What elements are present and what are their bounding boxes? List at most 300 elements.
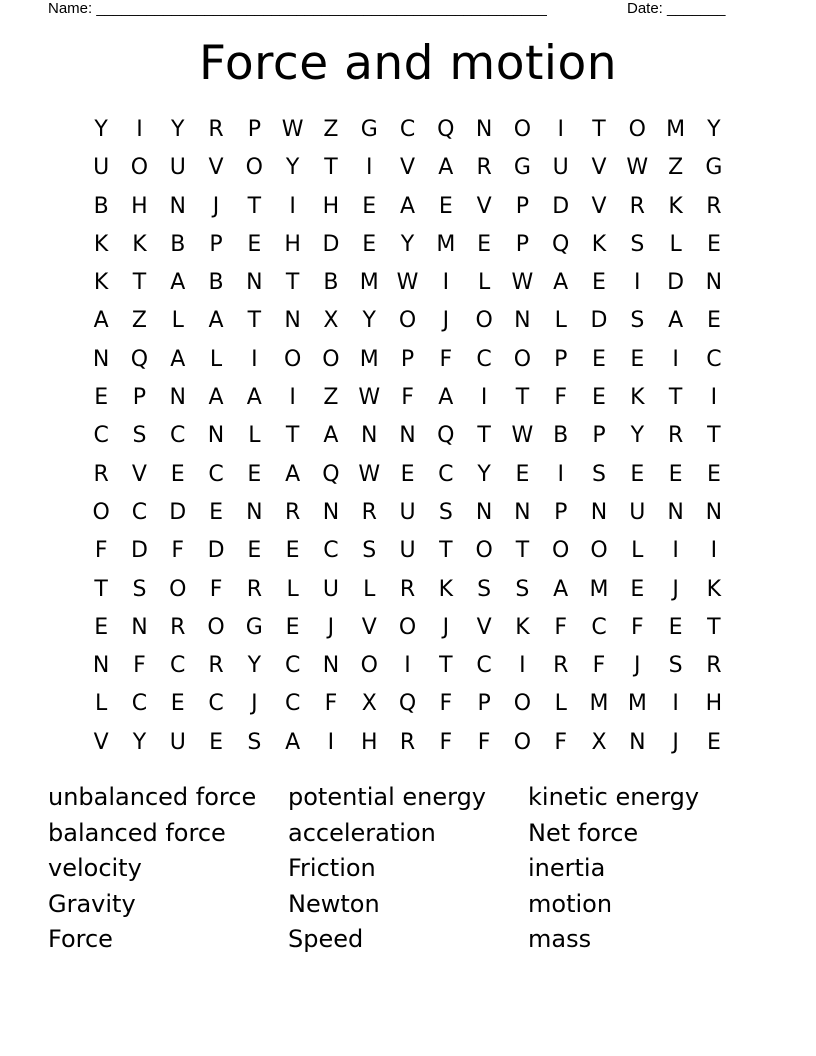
grid-letter: V	[399, 155, 416, 181]
grid-row	[82, 494, 734, 532]
grid-letter: O	[628, 117, 646, 142]
grid-letter: R	[246, 576, 262, 602]
grid-letter: J	[672, 576, 679, 602]
grid-letter: O	[513, 729, 532, 755]
grid-row	[82, 264, 734, 302]
grid-row	[82, 571, 734, 609]
grid-letter: I	[365, 155, 373, 181]
grid-letter: S	[668, 653, 683, 679]
grid-letter: R	[553, 653, 569, 679]
grid-letter: E	[630, 576, 645, 602]
grid-row	[82, 149, 734, 187]
grid-letter: J	[672, 729, 679, 755]
grid-letter: Z	[668, 155, 684, 181]
grid-letter: C	[284, 691, 301, 717]
grid-letter: X	[323, 308, 339, 334]
grid-letter: R	[399, 576, 416, 602]
grid-letter: O	[360, 653, 378, 679]
grid-letter: P	[132, 385, 147, 411]
grid-letter: I	[634, 270, 641, 296]
grid-letter: G	[513, 155, 531, 181]
grid-row	[82, 226, 734, 264]
grid-letter: N	[322, 653, 340, 679]
grid-letter: C	[591, 614, 607, 640]
grid-letter: U	[93, 155, 110, 181]
grid-letter: C	[170, 423, 186, 449]
page-title: Force and motion	[198, 36, 618, 91]
grid-letter: N	[284, 308, 301, 334]
grid-letter: O	[513, 691, 532, 717]
grid-letter: A	[285, 729, 301, 755]
grid-row	[82, 456, 734, 494]
grid-letter: E	[592, 385, 606, 411]
grid-letter: F	[592, 653, 606, 679]
grid-letter: H	[131, 193, 148, 219]
grid-letter: Y	[247, 653, 262, 679]
grid-letter: P	[515, 193, 530, 219]
grid-letter: W	[396, 270, 419, 296]
word-list-item: Force	[48, 925, 113, 953]
word-list-column	[48, 780, 288, 958]
grid-row	[82, 417, 734, 455]
grid-letter: J	[327, 614, 335, 640]
grid-letter: Y	[171, 117, 185, 142]
grid-letter: I	[136, 117, 143, 142]
grid-letter: A	[553, 576, 569, 602]
grid-letter: P	[209, 231, 223, 257]
grid-letter: Q	[130, 346, 149, 372]
grid-letter: L	[171, 308, 184, 334]
grid-letter: D	[552, 193, 570, 219]
grid-letter: S	[132, 576, 147, 602]
grid-letter: P	[515, 231, 530, 257]
grid-letter: V	[591, 193, 607, 219]
grid-letter: Q	[552, 231, 570, 257]
grid-letter: I	[480, 385, 488, 411]
grid-letter: T	[94, 576, 108, 602]
grid-letter: T	[515, 538, 530, 564]
grid-letter: K	[630, 385, 645, 411]
grid-letter: A	[208, 308, 224, 334]
grid-letter: I	[710, 538, 718, 564]
grid-letter: A	[438, 385, 454, 411]
grid-letter: F	[171, 538, 185, 564]
grid-letter: R	[361, 499, 377, 525]
grid-row	[82, 685, 734, 723]
grid-letter: J	[251, 691, 258, 717]
grid-letter: M	[359, 270, 379, 296]
grid-letter: I	[557, 461, 564, 487]
grid-letter: T	[132, 270, 147, 296]
grid-letter: E	[668, 461, 683, 487]
grid-letter: I	[289, 385, 296, 411]
grid-letter: O	[513, 346, 532, 372]
grid-letter: P	[400, 346, 415, 372]
grid-letter: O	[322, 346, 340, 372]
grid-letter: U	[169, 155, 186, 181]
word-list	[48, 780, 768, 958]
grid-letter: M	[359, 346, 379, 372]
grid-letter: D	[590, 308, 608, 334]
grid-letter: Y	[400, 231, 415, 257]
grid-letter: E	[438, 193, 453, 219]
grid-letter: B	[93, 193, 109, 219]
grid-letter: K	[706, 576, 722, 602]
grid-letter: B	[208, 270, 224, 296]
word-list-item: mass	[528, 925, 592, 953]
grid-letter: E	[362, 231, 377, 257]
grid-letter: O	[590, 538, 608, 564]
grid-letter: T	[477, 423, 491, 449]
grid-letter: N	[92, 346, 110, 372]
word-list-column	[528, 780, 768, 958]
grid-letter: F	[94, 538, 108, 564]
grid-letter: A	[668, 308, 684, 334]
grid-letter: S	[515, 576, 530, 602]
grid-letter: A	[323, 423, 339, 449]
grid-letter: P	[554, 499, 568, 525]
grid-letter: D	[322, 231, 340, 257]
grid-letter: M	[589, 576, 609, 602]
grid-letter: Q	[398, 691, 417, 717]
grid-letter: E	[477, 231, 492, 257]
grid-letter: L	[669, 231, 682, 257]
grid-letter: R	[93, 461, 109, 487]
grid-letter: I	[710, 385, 718, 411]
grid-letter: N	[169, 193, 186, 219]
grid-letter: X	[591, 729, 607, 755]
grid-letter: U	[399, 499, 416, 525]
grid-letter: E	[170, 461, 185, 487]
grid-letter: T	[285, 270, 300, 296]
grid-letter: C	[399, 117, 416, 142]
grid-letter: R	[208, 653, 224, 679]
grid-letter: N	[169, 385, 186, 411]
grid-letter: Z	[131, 308, 147, 334]
grid-letter: B	[170, 231, 186, 257]
grid-letter: S	[247, 729, 262, 755]
grid-letter: E	[94, 614, 109, 640]
grid-letter: K	[132, 231, 147, 257]
grid-letter: T	[707, 614, 721, 640]
grid-letter: F	[554, 385, 568, 411]
header	[48, 0, 740, 20]
grid-row	[82, 379, 734, 417]
grid-letter: O	[92, 499, 110, 525]
grid-letter: S	[438, 499, 453, 525]
grid-letter: F	[554, 614, 568, 640]
grid-letter: Y	[477, 461, 491, 487]
grid-letter: R	[284, 499, 301, 525]
grid-letter: M	[666, 117, 686, 142]
grid-letter: H	[284, 231, 301, 257]
grid-letter: W	[358, 385, 381, 411]
grid-letter: V	[208, 155, 224, 181]
grid-letter: Y	[285, 155, 300, 181]
grid-letter: F	[324, 691, 338, 717]
grid-letter: N	[590, 499, 608, 525]
grid-letter: R	[629, 193, 645, 219]
grid-letter: N	[514, 308, 531, 334]
grid-letter: N	[475, 117, 493, 142]
grid-letter: J	[212, 193, 220, 219]
date-field-label: Date: _______	[627, 0, 726, 17]
grid-letter: I	[672, 346, 679, 372]
name-field-label: Name: ______________________________________________________	[48, 0, 547, 17]
grid-letter: K	[591, 231, 607, 257]
grid-letter: N	[514, 499, 531, 525]
grid-letter: Y	[362, 308, 376, 334]
word-list-item: inertia	[528, 854, 606, 882]
grid-letter: E	[247, 461, 262, 487]
grid-letter: L	[363, 576, 376, 602]
grid-letter: W	[358, 461, 381, 487]
grid-row	[82, 647, 734, 685]
grid-letter: T	[668, 385, 683, 411]
grid-letter: C	[93, 423, 109, 449]
grid-letter: W	[281, 117, 304, 142]
grid-letter: V	[131, 461, 147, 487]
grid-letter: S	[132, 423, 147, 449]
grid-letter: D	[130, 538, 148, 564]
grid-letter: F	[554, 729, 568, 755]
grid-letter: N	[92, 653, 110, 679]
grid-letter: L	[554, 308, 567, 334]
grid-letter: I	[557, 117, 564, 142]
grid-letter: G	[245, 614, 263, 640]
grid-letter: S	[630, 231, 645, 257]
grid-letter: H	[322, 193, 340, 219]
grid-letter: T	[285, 423, 300, 449]
grid-letter: N	[629, 729, 646, 755]
grid-letter: G	[360, 117, 378, 142]
grid-letter: L	[248, 423, 261, 449]
grid-letter: R	[706, 653, 722, 679]
grid-letter: N	[360, 423, 378, 449]
grid-letter: O	[552, 538, 570, 564]
word-list-item: potential energy	[288, 783, 487, 811]
word-list-item: unbalanced force	[48, 783, 257, 811]
grid-letter: O	[475, 308, 493, 334]
grid-letter: P	[554, 346, 568, 372]
grid-letter: E	[170, 691, 185, 717]
grid-letter: S	[362, 538, 377, 564]
grid-letter: I	[442, 270, 450, 296]
grid-letter: C	[208, 461, 224, 487]
grid-letter: O	[169, 576, 187, 602]
grid-letter: E	[630, 346, 645, 372]
grid-letter: K	[438, 576, 454, 602]
grid-row	[82, 188, 734, 226]
grid-letter: E	[209, 729, 223, 755]
grid-letter: V	[591, 155, 607, 181]
grid-letter: N	[207, 423, 225, 449]
grid-letter: P	[247, 117, 261, 142]
grid-row	[82, 609, 734, 647]
grid-letter: Y	[630, 423, 645, 449]
grid-letter: W	[511, 270, 534, 296]
grid-letter: A	[208, 385, 224, 411]
grid-row	[82, 724, 734, 762]
grid-letter: U	[399, 538, 416, 564]
grid-letter: R	[667, 423, 684, 449]
grid-letter: F	[439, 346, 453, 372]
grid-letter: C	[476, 653, 492, 679]
grid-letter: Q	[322, 461, 340, 487]
grid-letter: H	[705, 691, 723, 717]
word-list-item: acceleration	[288, 818, 436, 847]
word-list-column	[288, 780, 528, 958]
grid-letter: E	[706, 308, 721, 334]
grid-letter: F	[630, 614, 644, 640]
grid-letter: V	[361, 614, 377, 640]
grid-letter: F	[439, 691, 453, 717]
grid-letter: E	[668, 614, 683, 640]
grid-letter: S	[477, 576, 492, 602]
grid-letter: J	[442, 614, 450, 640]
grid-letter: C	[476, 346, 492, 372]
grid-letter: P	[477, 691, 491, 717]
grid-letter: A	[553, 270, 569, 296]
grid-letter: X	[361, 691, 377, 717]
grid-letter: W	[511, 423, 534, 449]
grid-letter: O	[207, 614, 225, 640]
grid-letter: E	[592, 346, 606, 372]
grid-letter: C	[208, 691, 224, 717]
grid-letter: E	[515, 461, 530, 487]
grid-letter: E	[706, 231, 721, 257]
grid-letter: I	[519, 653, 526, 679]
grid-letter: Y	[94, 117, 108, 142]
grid-letter: I	[251, 346, 258, 372]
grid-letter: T	[707, 423, 721, 449]
grid-letter: Q	[437, 117, 455, 142]
grid-letter: O	[398, 614, 417, 640]
grid-letter: C	[706, 346, 722, 372]
grid-letter: L	[286, 576, 299, 602]
grid-letter: D	[169, 499, 187, 525]
grid-letter: E	[362, 193, 377, 219]
grid-letter: P	[592, 423, 606, 449]
grid-letter: L	[95, 691, 108, 717]
grid-letter: S	[630, 308, 645, 334]
word-list-item: velocity	[48, 854, 142, 882]
grid-letter: N	[705, 499, 723, 525]
grid-letter: F	[439, 729, 453, 755]
grid-letter: D	[667, 270, 685, 296]
grid-letter: L	[554, 691, 567, 717]
word-list-item: motion	[528, 889, 613, 918]
word-list-item: Speed	[288, 925, 364, 953]
grid-letter: N	[246, 270, 263, 296]
grid-letter: E	[94, 385, 109, 411]
grid-letter: E	[247, 538, 262, 564]
grid-letter: N	[667, 499, 684, 525]
grid-letter: E	[706, 729, 721, 755]
grid-letter: E	[285, 538, 300, 564]
grid-letter: C	[284, 653, 301, 679]
grid-letter: O	[475, 538, 493, 564]
grid-letter: V	[476, 193, 492, 219]
grid-letter: T	[515, 385, 530, 411]
grid-letter: A	[170, 270, 186, 296]
grid-letter: M	[589, 691, 609, 717]
grid-letter: R	[170, 614, 186, 640]
grid-letter: A	[399, 193, 416, 219]
grid-row	[82, 302, 734, 340]
grid-letter: J	[634, 653, 641, 679]
grid-letter: R	[476, 155, 492, 181]
grid-letter: A	[438, 155, 454, 181]
grid-letter: G	[705, 155, 723, 181]
grid-letter: C	[131, 499, 148, 525]
grid-letter: V	[93, 729, 109, 755]
grid-letter: O	[513, 117, 532, 142]
grid-letter: I	[289, 193, 296, 219]
grid-letter: U	[552, 155, 569, 181]
grid-letter: V	[476, 614, 492, 640]
grid-letter: E	[209, 499, 223, 525]
grid-letter: A	[170, 346, 186, 372]
grid-letter: F	[477, 729, 491, 755]
grid-letter: N	[322, 499, 340, 525]
grid-letter: D	[207, 538, 225, 564]
grid-letter: T	[247, 193, 262, 219]
grid-letter: O	[130, 155, 149, 181]
grid-letter: C	[323, 538, 339, 564]
grid-letter: E	[400, 461, 415, 487]
grid-letter: C	[438, 461, 454, 487]
grid-letter: I	[404, 653, 411, 679]
grid-letter: T	[324, 155, 338, 181]
grid-letter: O	[283, 346, 302, 372]
grid-letter: A	[285, 461, 301, 487]
grid-letter: I	[672, 538, 679, 564]
grid-letter: O	[245, 155, 263, 181]
word-search-grid	[82, 111, 734, 762]
grid-letter: T	[592, 117, 606, 142]
grid-letter: M	[627, 691, 647, 717]
grid-letter: Z	[323, 117, 339, 142]
word-list-item: Friction	[288, 854, 376, 882]
grid-letter: E	[630, 461, 645, 487]
grid-row	[82, 341, 734, 379]
grid-letter: N	[131, 614, 148, 640]
word-list-item: Gravity	[48, 889, 136, 918]
grid-letter: Y	[132, 729, 147, 755]
word-list-item: Newton	[288, 889, 380, 918]
grid-letter: Y	[707, 117, 721, 142]
grid-letter: B	[323, 270, 339, 296]
grid-letter: E	[247, 231, 262, 257]
grid-letter: L	[209, 346, 223, 372]
grid-letter: T	[439, 538, 453, 564]
grid-letter: A	[93, 308, 109, 334]
grid-letter: U	[629, 499, 646, 525]
grid-letter: F	[401, 385, 414, 411]
grid-letter: M	[436, 231, 456, 257]
grid-letter: A	[246, 385, 262, 411]
grid-letter: F	[133, 653, 146, 679]
grid-letter: H	[360, 729, 378, 755]
grid-letter: N	[475, 499, 493, 525]
grid-letter: Q	[437, 423, 455, 449]
grid-letter: N	[399, 423, 416, 449]
word-list-item: balanced force	[48, 818, 226, 847]
grid-letter: T	[439, 653, 453, 679]
grid-letter: W	[626, 155, 649, 181]
grid-letter: R	[399, 729, 416, 755]
